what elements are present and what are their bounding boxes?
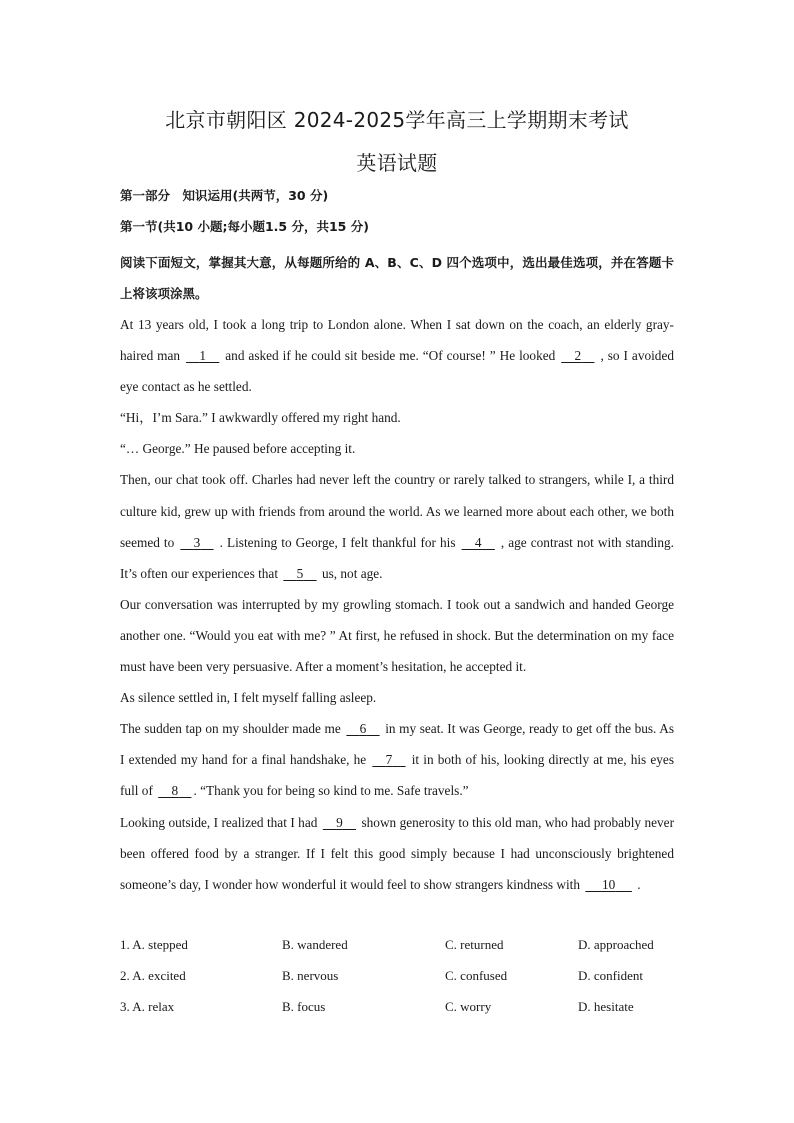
blank-8: 8 [171, 783, 179, 799]
blank-5: 5 [296, 565, 304, 581]
paragraph-2: “Hi，I’m Sara.” I awkwardly offered my right hand. [120, 410, 401, 426]
option-2c: C. confused [445, 968, 508, 983]
part-heading: 第一部分 知识运用(共两节，30 分) [120, 188, 329, 203]
option-1a: 1. A. stepped [120, 937, 188, 952]
blank-3: 3 [193, 534, 201, 550]
option-2b: B. nervous [282, 968, 339, 983]
paragraph-7: The sudden tap on my shoulder made me 6 in my seat. It was George, ready to get off the bus. As I extended my hand for a final handshake, he 7 it in both of his, looking directly at me, his eyes full of 8 . “Thank you for being so kind to me. Safe travels.” [120, 713, 674, 806]
question-1-options [120, 929, 674, 960]
blank-4: 4 [474, 534, 482, 550]
blank-2: 2 [574, 348, 582, 364]
page-title: 北京市朝阳区 2024-2025学年高三上学期期末考试 [165, 108, 629, 132]
blank-1: 1 [199, 348, 206, 364]
option-3b: B. focus [282, 999, 326, 1014]
question-2-options [120, 960, 674, 991]
option-1d: D. approached [578, 937, 654, 952]
option-2a: 2. A. excited [120, 968, 186, 983]
paragraph-3: “… George.” He paused before accepting it. [120, 441, 356, 457]
paragraph-8: Looking outside, I realized that I had 9 shown generosity to this old man, who had probably never been offered food by a stranger. If I felt this good simply because I had unconsciously brightened someone’s day, I wonder how wonderful it would feel to show strangers kindness with 10 . [120, 807, 674, 900]
blank-9: 9 [336, 814, 343, 830]
section-heading: 第一节(共10 小题;每小题1.5 分，共15 分) [120, 219, 369, 234]
question-3-options [120, 991, 674, 1022]
cloze-passage [120, 309, 674, 900]
blank-7: 7 [385, 752, 393, 768]
option-3c: C. worry [445, 999, 492, 1014]
paragraph-6: As silence settled in, I felt myself falling asleep. [120, 690, 377, 706]
blank-6: 6 [359, 721, 367, 737]
paragraph-4: Then, our chat took off. Charles had never left the country or rarely talked to strangers, while I, a third culture kid, grew up with friends from around the world. As we learned more about each other, we both seemed to 3 . Listening to George, I felt thankful for his 4 , age contrast not with standing. It’s often our experiences that 5 us, not age. [120, 464, 674, 588]
paragraph-1: At 13 years old, I took a long trip to London alone. When I sat down on the coach, an elderly gray-haired man 1 and asked if he could sit beside me. “Of course! ” He looked 2 , so I avoided eye contact as he settled. [120, 317, 675, 395]
paragraph-5: Our conversation was interrupted by my growling stomach. I took out a sandwich and handed George another one. “Would you eat with me? ” At first, he refused in shock. But the determination on my face must have been very persuasive. After a moment’s hesitation, he accepted it. [120, 596, 674, 675]
option-1b: B. wandered [282, 937, 348, 952]
instructions: 阅读下面短文，掌握其大意，从每题所给的 A、B、C、D 四个选项中，选出最佳选项，并在答题卡上将该项涂黑。 [120, 255, 674, 301]
option-2d: D. confident [578, 968, 643, 983]
option-3d: D. hesitate [578, 999, 634, 1014]
answer-options [120, 929, 674, 1022]
option-1c: C. returned [445, 937, 504, 952]
blank-10: 10 [601, 876, 616, 892]
option-3a: 3. A. relax [120, 999, 175, 1014]
page-subtitle: 英语试题 [356, 151, 438, 175]
